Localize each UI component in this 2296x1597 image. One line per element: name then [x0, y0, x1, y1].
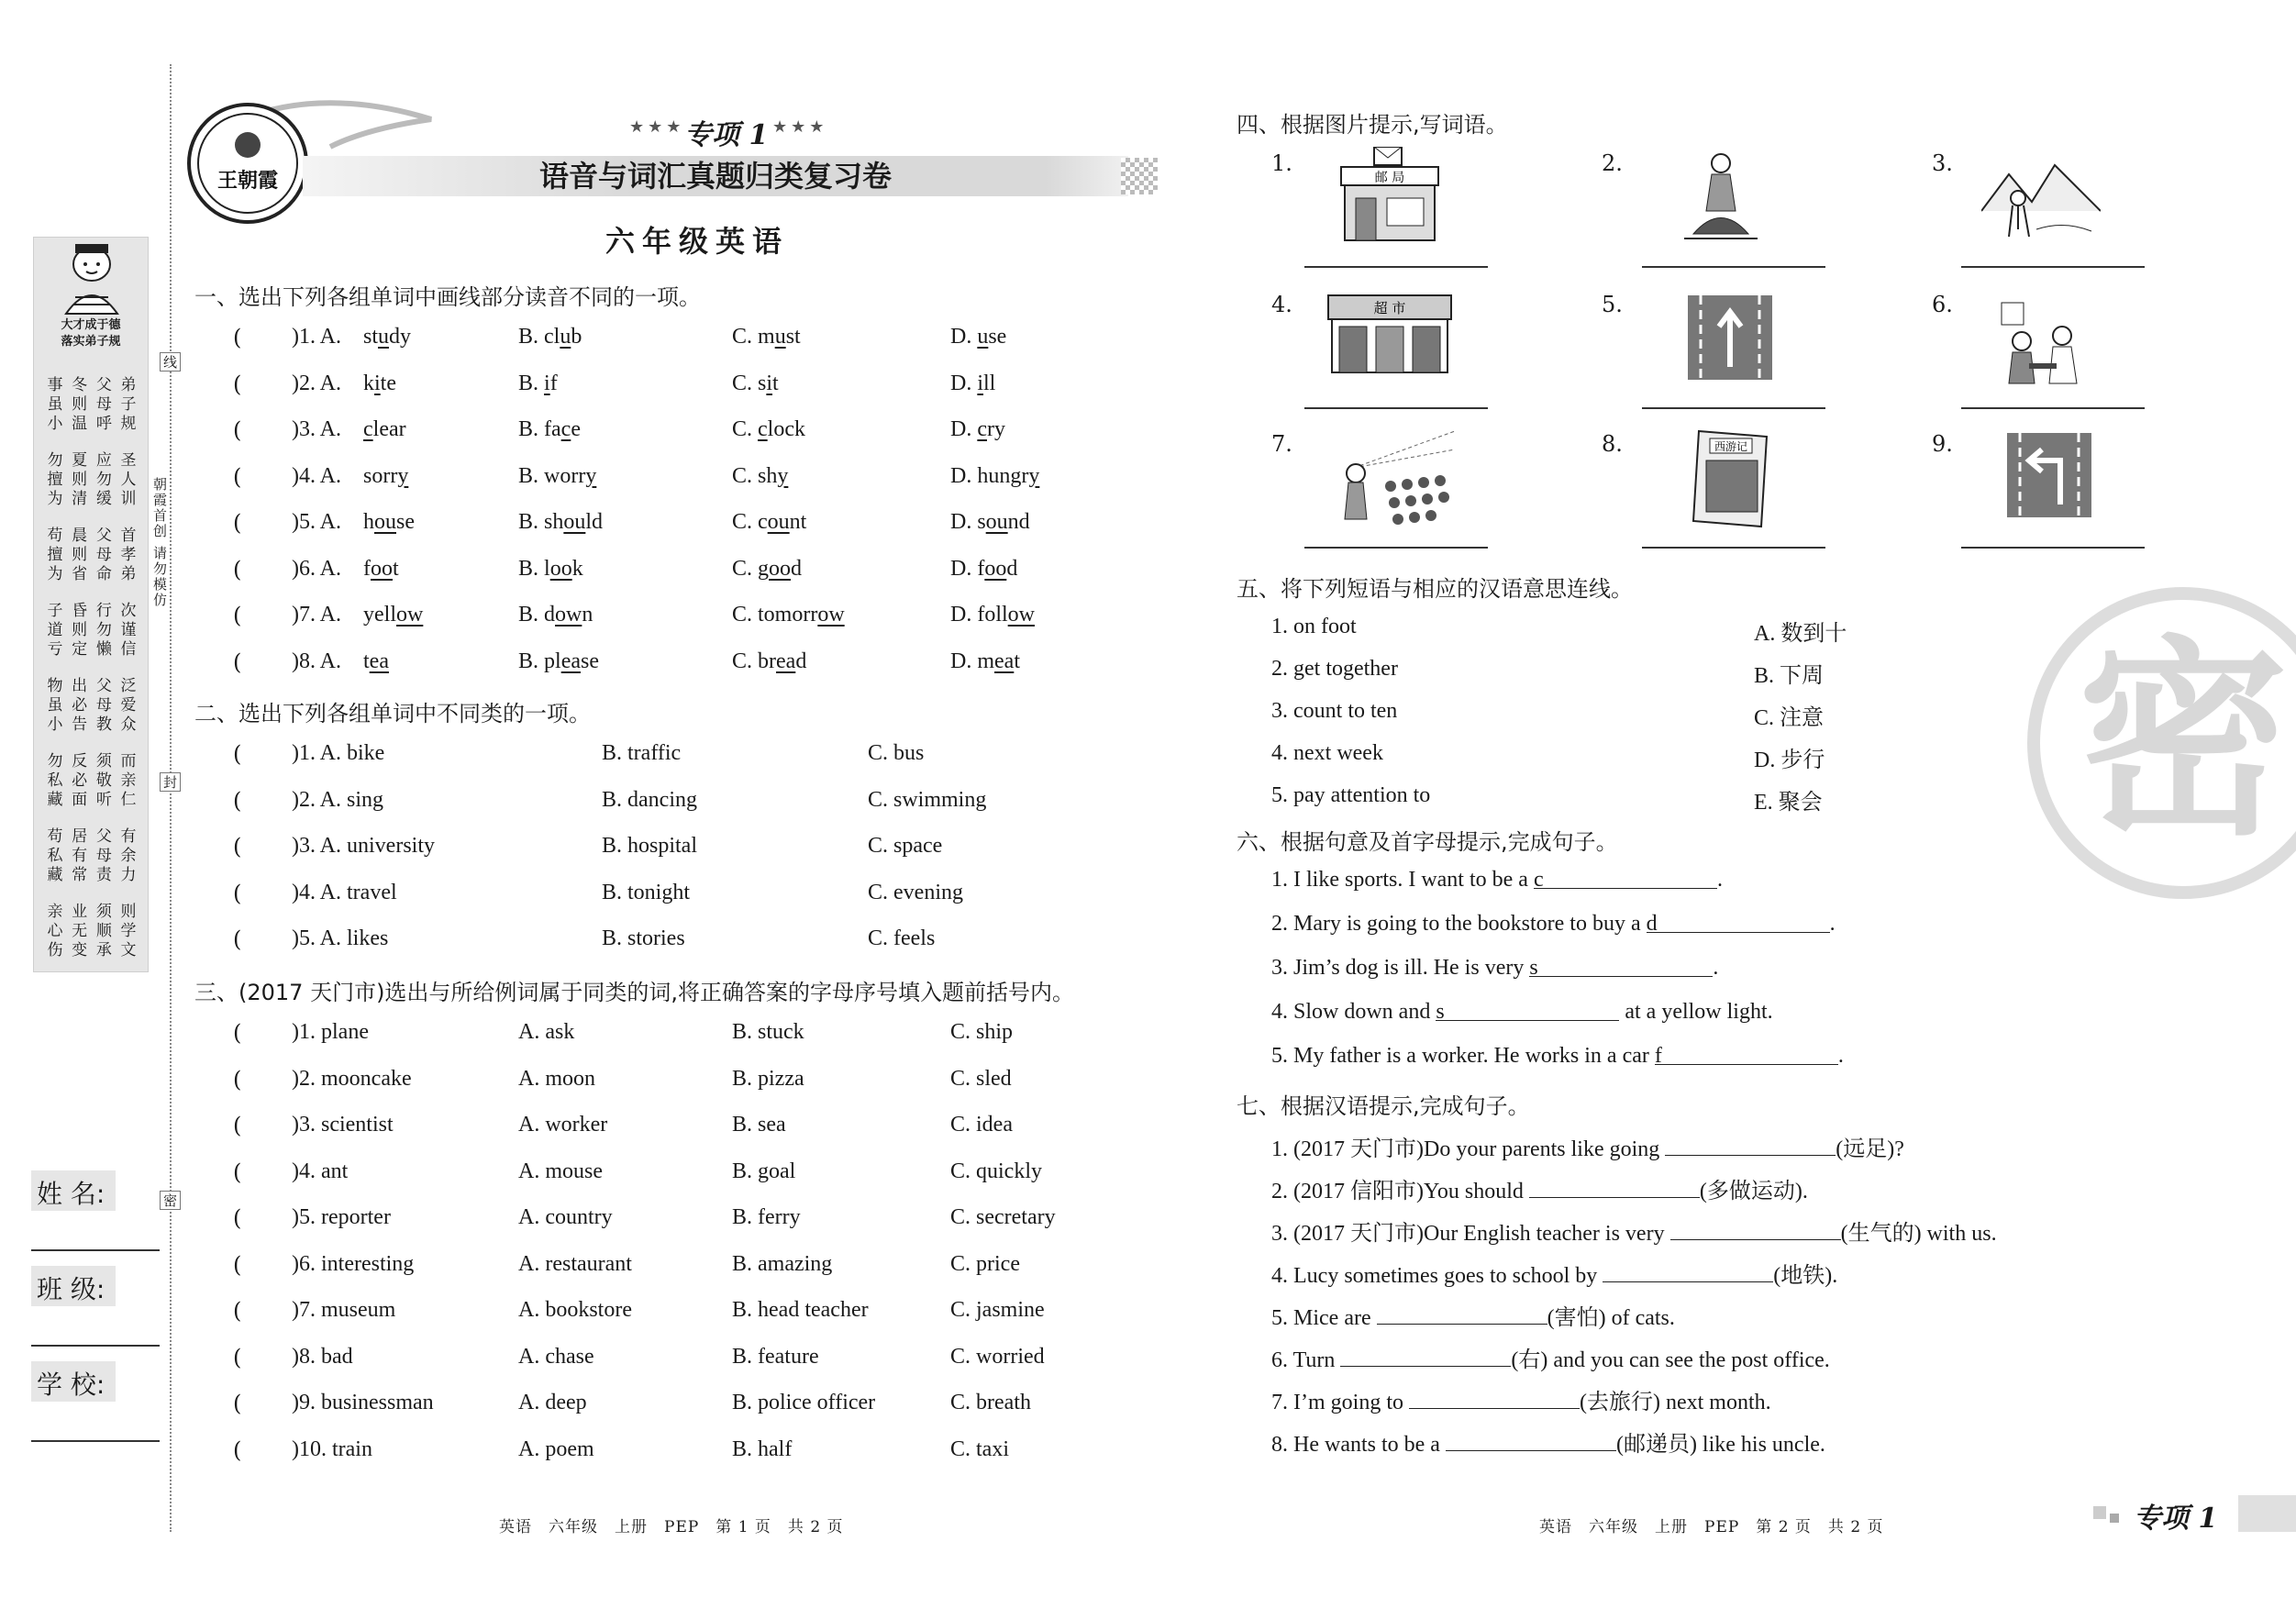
- section1-title: 一、选出下列各组单词中画线部分读音不同的一项。: [194, 284, 701, 310]
- pic-num-5: 5.: [1602, 292, 1623, 317]
- option-word: D. hungry: [950, 463, 1040, 488]
- answer-blank[interactable]: d: [1647, 912, 1830, 933]
- answer-bracket[interactable]: (: [233, 1344, 242, 1370]
- example-word: )2. mooncake: [292, 1066, 412, 1091]
- section3-title: 三、(2017 天门市)选出与所给例词属于同类的词,将正确答案的字母序号填入题前括号内。: [194, 980, 1075, 1005]
- cartoon-scholar-icon: [48, 240, 136, 317]
- answer-line-9[interactable]: [1961, 547, 2145, 549]
- go-straight-sign-icon: [1688, 295, 1772, 380]
- option-word: B. half: [732, 1436, 793, 1461]
- option-word: C. feels: [868, 926, 936, 950]
- option-word: B. if: [518, 371, 558, 395]
- underlined-letters: i: [766, 371, 773, 395]
- option-word: C. sit: [732, 371, 779, 395]
- phrase-item[interactable]: 3. count to ten: [1271, 699, 1398, 723]
- underlined-letters: ow: [817, 603, 845, 627]
- answer-line-7[interactable]: [1304, 547, 1488, 549]
- book-title: 西游记: [1714, 440, 1748, 453]
- underlined-letters: ea: [560, 649, 581, 673]
- page-subtitle: 六年级英语: [605, 224, 790, 259]
- example-word: )5. reporter: [292, 1205, 391, 1229]
- storybook-icon: [1688, 427, 1780, 530]
- underlined-letters: c: [560, 417, 571, 441]
- option-word: C. breath: [950, 1391, 1031, 1414]
- option-word: B. dancing: [602, 787, 697, 812]
- answer-bracket[interactable]: (: [233, 463, 242, 490]
- example-word: )7. museum: [292, 1298, 396, 1322]
- option-word: C. count: [732, 510, 807, 534]
- answer-line-6[interactable]: [1961, 407, 2145, 409]
- option-word: B. stuck: [732, 1020, 804, 1044]
- turn-left-sign-icon: [2007, 433, 2091, 517]
- option-word: C. jasmine: [950, 1298, 1045, 1322]
- underlined-letters: ou: [985, 510, 1008, 534]
- answer-blank[interactable]: [1409, 1388, 1580, 1409]
- example-word: )9. businessman: [292, 1391, 434, 1414]
- phrase-item[interactable]: 1. on foot: [1271, 615, 1357, 638]
- answer-blank[interactable]: f: [1655, 1044, 1838, 1065]
- underlined-letters: u: [378, 325, 390, 349]
- sentence-item: 1. I like sports. I want to be a c .: [1271, 868, 1723, 892]
- option-word: )4. A. travel: [292, 880, 397, 904]
- school-label: 学 校:: [37, 1370, 105, 1400]
- corner-special-tag: 专项 1: [2134, 1503, 2218, 1535]
- pic-num-3: 3.: [1932, 150, 1953, 176]
- underlined-letters: ow: [555, 603, 582, 627]
- option-word: B. worry: [518, 463, 597, 488]
- underlined-letters: y: [1028, 463, 1040, 488]
- corner-square-1: [2093, 1506, 2106, 1519]
- special-tag: 专项 1: [684, 119, 769, 151]
- option-word: C. worried: [950, 1344, 1045, 1369]
- option-word: C. price: [950, 1251, 1020, 1276]
- stars-left: ★★★: [629, 117, 685, 137]
- sentence-item: 3. (2017 天门市)Our English teacher is very (生气的) with us.: [1271, 1214, 1997, 1247]
- option-word: )3. A. university: [292, 834, 435, 858]
- phrase-item[interactable]: 4. next week: [1271, 741, 1383, 765]
- option-word: C. ship: [950, 1020, 1014, 1044]
- question-number: )6. A.: [292, 556, 341, 581]
- section6-title: 六、根据句意及首字母提示,完成句子。: [1237, 829, 1618, 855]
- answer-blank[interactable]: [1446, 1430, 1616, 1451]
- answer-bracket[interactable]: (: [233, 1066, 242, 1092]
- answer-blank[interactable]: [1377, 1303, 1547, 1325]
- option-word: D. ill: [950, 371, 996, 395]
- underlined-letters: ow: [1007, 603, 1036, 627]
- underlined-letters: y: [777, 463, 789, 488]
- option-word: B. police officer: [732, 1391, 876, 1414]
- option-word: C. tomorrow: [732, 603, 845, 627]
- section5-title: 五、将下列短语与相应的汉语意思连线。: [1237, 576, 1633, 602]
- answer-bracket[interactable]: (: [233, 741, 242, 767]
- option-word: D. follow: [950, 603, 1036, 627]
- option-word: C. swimming: [868, 787, 987, 812]
- option-word: B. hospital: [602, 834, 698, 858]
- option-word: B. should: [518, 510, 604, 534]
- option-word: kite: [363, 371, 396, 395]
- pic-num-7: 7.: [1271, 431, 1292, 457]
- option-word: tea: [363, 649, 389, 673]
- answer-blank[interactable]: [1670, 1219, 1841, 1240]
- answer-blank[interactable]: [1603, 1261, 1773, 1282]
- answer-bracket[interactable]: (: [233, 1159, 242, 1185]
- sidebar-verse-block-1: 事虽小 冬则温 父母呼 弟子规: [47, 376, 137, 433]
- question-number: )3. A.: [292, 417, 341, 441]
- option-word: C. must: [732, 325, 801, 349]
- sentence-item: 8. He wants to be a (邮递员) like his uncle.: [1271, 1425, 1825, 1458]
- answer-bracket[interactable]: (: [233, 1391, 242, 1416]
- name-field[interactable]: [31, 1249, 160, 1251]
- underlined-letters: ou: [374, 510, 396, 534]
- sidebar-verse-block-6: 勿私藏 反必面 须敬听 而亲仁: [47, 752, 137, 809]
- question-number: )2. A.: [292, 371, 341, 395]
- answer-bracket[interactable]: (: [233, 371, 242, 397]
- sidebar-verse-block-5: 物虽小 出必告 父母教 泛爱众: [47, 677, 137, 734]
- option-word: C. space: [868, 834, 943, 858]
- pic-num-9: 9.: [1932, 431, 1953, 457]
- post-office-sign: 邮 局: [1374, 171, 1405, 185]
- sidebar-verse-block-8: 亲心伤 业无变 须顺承 则学文: [47, 903, 137, 959]
- example-word: )10. train: [292, 1436, 372, 1461]
- example-word: )3. scientist: [292, 1113, 394, 1137]
- class-field[interactable]: [31, 1345, 160, 1347]
- cut-mark-line: 线: [160, 352, 181, 372]
- option-word: A. deep: [518, 1391, 587, 1414]
- option-word: A. bookstore: [518, 1298, 632, 1322]
- meaning-item[interactable]: C. 注意: [1754, 706, 1825, 730]
- answer-blank[interactable]: s: [1529, 956, 1713, 977]
- underlined-letters: oo: [769, 556, 792, 581]
- option-word: B. sea: [732, 1113, 786, 1137]
- option-word: study: [363, 325, 412, 349]
- underlined-letters: oo: [984, 556, 1007, 581]
- footer-left: 英语 六年级 上册 PEP 第 1 页 共 2 页: [499, 1518, 844, 1536]
- sentence-item: 3. Jim’s dog is ill. He is very s .: [1271, 956, 1719, 980]
- underlined-letters: ea: [994, 649, 1015, 673]
- option-word: B. please: [518, 649, 599, 673]
- sentence-item: 7. I’m going to (去旅行) next month.: [1271, 1383, 1771, 1415]
- underlined-letters: ow: [396, 603, 424, 627]
- sentence-item: 4. Slow down and s at a yellow light.: [1271, 1000, 1773, 1024]
- option-word: )1. A. bike: [292, 741, 385, 765]
- option-word: B. ferry: [732, 1205, 801, 1229]
- option-word: A. ask: [518, 1020, 575, 1044]
- answer-bracket[interactable]: (: [233, 1205, 242, 1231]
- sidebar-verse-block-2: 勿擅为 夏则清 应勿缓 圣人训: [47, 451, 137, 508]
- phrase-item[interactable]: 2. get together: [1271, 657, 1398, 681]
- option-word: A. country: [518, 1205, 613, 1229]
- option-word: D. cry: [950, 417, 1005, 441]
- pic-num-1: 1.: [1271, 150, 1292, 176]
- option-word: C. sled: [950, 1066, 1012, 1091]
- underlined-letters: oo: [371, 556, 393, 581]
- option-word: B. traffic: [602, 741, 682, 765]
- logo-text: 王朝霞: [216, 169, 279, 193]
- answer-bracket[interactable]: (: [233, 834, 242, 859]
- underlined-letters: c: [758, 417, 768, 441]
- option-word: B. look: [518, 556, 583, 581]
- pic-num-6: 6.: [1932, 292, 1953, 317]
- option-word: B. face: [518, 417, 581, 441]
- sentence-item: 4. Lucy sometimes goes to school by (地铁).: [1271, 1257, 1837, 1289]
- underlined-letters: c: [977, 417, 987, 441]
- underlined-letters: c: [363, 417, 373, 441]
- option-word: C. secretary: [950, 1205, 1056, 1229]
- option-word: B. pizza: [732, 1066, 804, 1091]
- copyright-note: 朝霞首创 请勿模仿: [151, 477, 168, 608]
- sentence-item: 2. (2017 信阳市)You should (多做运动).: [1271, 1172, 1808, 1204]
- answer-bracket[interactable]: (: [233, 1251, 242, 1278]
- option-word: C. taxi: [950, 1436, 1009, 1461]
- post-office-icon: [1336, 147, 1446, 248]
- footer-right: 英语 六年级 上册 PEP 第 2 页 共 2 页: [1539, 1518, 1884, 1536]
- name-label: 姓 名:: [37, 1179, 105, 1209]
- meaning-item[interactable]: B. 下周: [1754, 664, 1825, 688]
- underlined-letters: i: [374, 371, 381, 395]
- underlined-letters: oo: [549, 556, 572, 581]
- cut-mark-secret: 密: [160, 1191, 181, 1210]
- sidebar-verse-block-3: 苟擅为 晨则省 父母命 首孝弟: [47, 527, 137, 583]
- answer-blank[interactable]: s: [1436, 1000, 1619, 1021]
- meaning-item[interactable]: E. 聚会: [1754, 791, 1823, 815]
- option-word: B. down: [518, 603, 593, 627]
- option-word: )5. A. likes: [292, 926, 389, 950]
- sidebar-motto: 大才成于德 落实弟子规: [61, 318, 121, 349]
- answer-bracket[interactable]: (: [233, 325, 242, 350]
- underlined-letters: y: [585, 463, 597, 488]
- answer-blank[interactable]: [1529, 1177, 1700, 1198]
- underlined-letters: ea: [776, 649, 796, 673]
- answer-bracket[interactable]: (: [233, 603, 242, 628]
- option-word: B. feature: [732, 1344, 819, 1369]
- option-word: )2. A. sing: [292, 787, 384, 812]
- answer-bracket[interactable]: (: [233, 556, 242, 582]
- option-word: foot: [363, 556, 399, 581]
- answer-bracket[interactable]: (: [233, 649, 242, 675]
- example-word: )4. ant: [292, 1159, 349, 1183]
- option-word: A. chase: [518, 1344, 594, 1369]
- pic-num-4: 4.: [1271, 292, 1292, 317]
- corner-square-2: [2110, 1514, 2119, 1523]
- sentence-item: 5. My father is a worker. He works in a car f .: [1271, 1044, 1844, 1068]
- pic-num-2: 2.: [1602, 150, 1623, 176]
- option-word: C. good: [732, 556, 803, 581]
- answer-line-2[interactable]: [1642, 266, 1825, 268]
- supermarket-icon: [1326, 294, 1455, 376]
- school-field[interactable]: [31, 1440, 160, 1442]
- phrase-item[interactable]: 5. pay attention to: [1271, 783, 1431, 807]
- option-word: yellow: [363, 603, 424, 627]
- option-word: D. food: [950, 556, 1018, 581]
- answer-bracket[interactable]: (: [233, 926, 242, 952]
- stars-right: ★★★: [772, 117, 828, 137]
- answer-bracket[interactable]: (: [233, 880, 242, 906]
- pic-num-8: 8.: [1602, 431, 1623, 457]
- underlined-letters: u: [774, 325, 786, 349]
- cut-mark-seal: 封: [160, 772, 181, 792]
- sentence-item: 6. Turn (右) and you can see the post office.: [1271, 1341, 1830, 1373]
- option-word: D. meat: [950, 649, 1020, 673]
- answer-line-4[interactable]: [1304, 407, 1488, 409]
- sidebar-verse-block-7: 苟私藏 居有常 父母责 有余力: [47, 827, 137, 884]
- supermarket-sign: 超 市: [1373, 300, 1406, 316]
- option-word: D. sound: [950, 510, 1030, 534]
- answer-bracket[interactable]: (: [233, 1113, 242, 1138]
- page-title: 语音与词汇真题归类复习卷: [538, 159, 892, 194]
- question-number: )8. A.: [292, 649, 341, 673]
- answer-line-5[interactable]: [1642, 407, 1825, 409]
- example-word: )8. bad: [292, 1344, 353, 1369]
- option-word: B. goal: [732, 1159, 796, 1183]
- option-word: C. bread: [732, 649, 807, 673]
- answer-blank[interactable]: [1665, 1135, 1836, 1156]
- answer-bracket[interactable]: (: [233, 1436, 242, 1463]
- option-word: clear: [363, 417, 406, 441]
- class-label: 班 级:: [37, 1274, 105, 1304]
- option-word: B. stories: [602, 926, 685, 950]
- option-word: C. shy: [732, 463, 789, 488]
- cinema-audience-icon: [1336, 431, 1455, 532]
- sentence-item: 2. Mary is going to the bookstore to buy a d .: [1271, 912, 1836, 936]
- stamp-character: 密: [2077, 619, 2289, 864]
- answer-line-1[interactable]: [1304, 266, 1488, 268]
- underlined-letters: ou: [767, 510, 790, 534]
- sentence-item: 1. (2017 天门市)Do your parents like going (远足)?: [1271, 1130, 1904, 1162]
- section2-title: 二、选出下列各组单词中不同类的一项。: [194, 701, 591, 726]
- option-word: C. bus: [868, 741, 925, 765]
- option-word: A. poem: [518, 1436, 594, 1461]
- option-word: D. use: [950, 325, 1007, 349]
- option-word: C. clock: [732, 417, 805, 441]
- answer-bracket[interactable]: (: [233, 417, 242, 443]
- section4-title: 四、根据图片提示,写词语。: [1237, 112, 1508, 138]
- answer-blank[interactable]: c: [1534, 868, 1717, 889]
- corner-band: [2238, 1495, 2296, 1532]
- answer-bracket[interactable]: (: [233, 1020, 242, 1046]
- question-number: )1. A.: [292, 325, 341, 349]
- option-word: B. amazing: [732, 1251, 833, 1276]
- answer-bracket[interactable]: (: [233, 510, 242, 536]
- option-word: A. moon: [518, 1066, 595, 1091]
- answer-blank[interactable]: [1340, 1346, 1511, 1367]
- example-word: )1. plane: [292, 1020, 369, 1044]
- option-word: C. idea: [950, 1113, 1013, 1137]
- underlined-letters: i: [544, 371, 550, 395]
- option-word: house: [363, 510, 415, 534]
- underlined-letters: u: [560, 325, 571, 349]
- option-word: B. tonight: [602, 880, 691, 904]
- answer-line-8[interactable]: [1642, 547, 1825, 549]
- sentence-item: 5. Mice are (害怕) of cats.: [1271, 1299, 1675, 1331]
- option-word: B. club: [518, 325, 582, 349]
- farmer-picking-icon: [1675, 147, 1767, 248]
- meaning-item[interactable]: D. 步行: [1754, 749, 1825, 772]
- option-word: B. head teacher: [732, 1298, 869, 1322]
- underlined-letters: ea: [369, 649, 389, 673]
- answer-line-3[interactable]: [1961, 266, 2145, 268]
- question-number: )7. A.: [292, 603, 341, 627]
- option-word: A. worker: [518, 1113, 608, 1137]
- confidential-stamp: [2027, 587, 2296, 899]
- option-word: sorry: [363, 463, 409, 488]
- question-number: )5. A.: [292, 510, 341, 534]
- option-word: A. restaurant: [518, 1251, 632, 1276]
- example-word: )6. interesting: [292, 1251, 415, 1276]
- option-word: A. mouse: [518, 1159, 603, 1183]
- underlined-letters: ou: [563, 510, 586, 534]
- hiking-icon: [1981, 156, 2101, 238]
- option-word: C. quickly: [950, 1159, 1042, 1183]
- section7-title: 七、根据汉语提示,完成句子。: [1237, 1093, 1530, 1119]
- cut-line: [170, 64, 172, 1532]
- option-word: C. evening: [868, 880, 963, 904]
- answer-bracket[interactable]: (: [233, 787, 242, 814]
- underlined-letters: u: [977, 325, 989, 349]
- meaning-item[interactable]: A. 数到十: [1754, 622, 1847, 646]
- sidebar-verse-block-4: 子道亏 昏则定 行勿懒 次谨信: [47, 602, 137, 659]
- question-number: )4. A.: [292, 463, 341, 488]
- underlined-letters: y: [397, 463, 409, 488]
- answer-bracket[interactable]: (: [233, 1298, 242, 1324]
- doctor-visit-icon: [1996, 295, 2088, 387]
- underlined-letters: i: [977, 371, 984, 395]
